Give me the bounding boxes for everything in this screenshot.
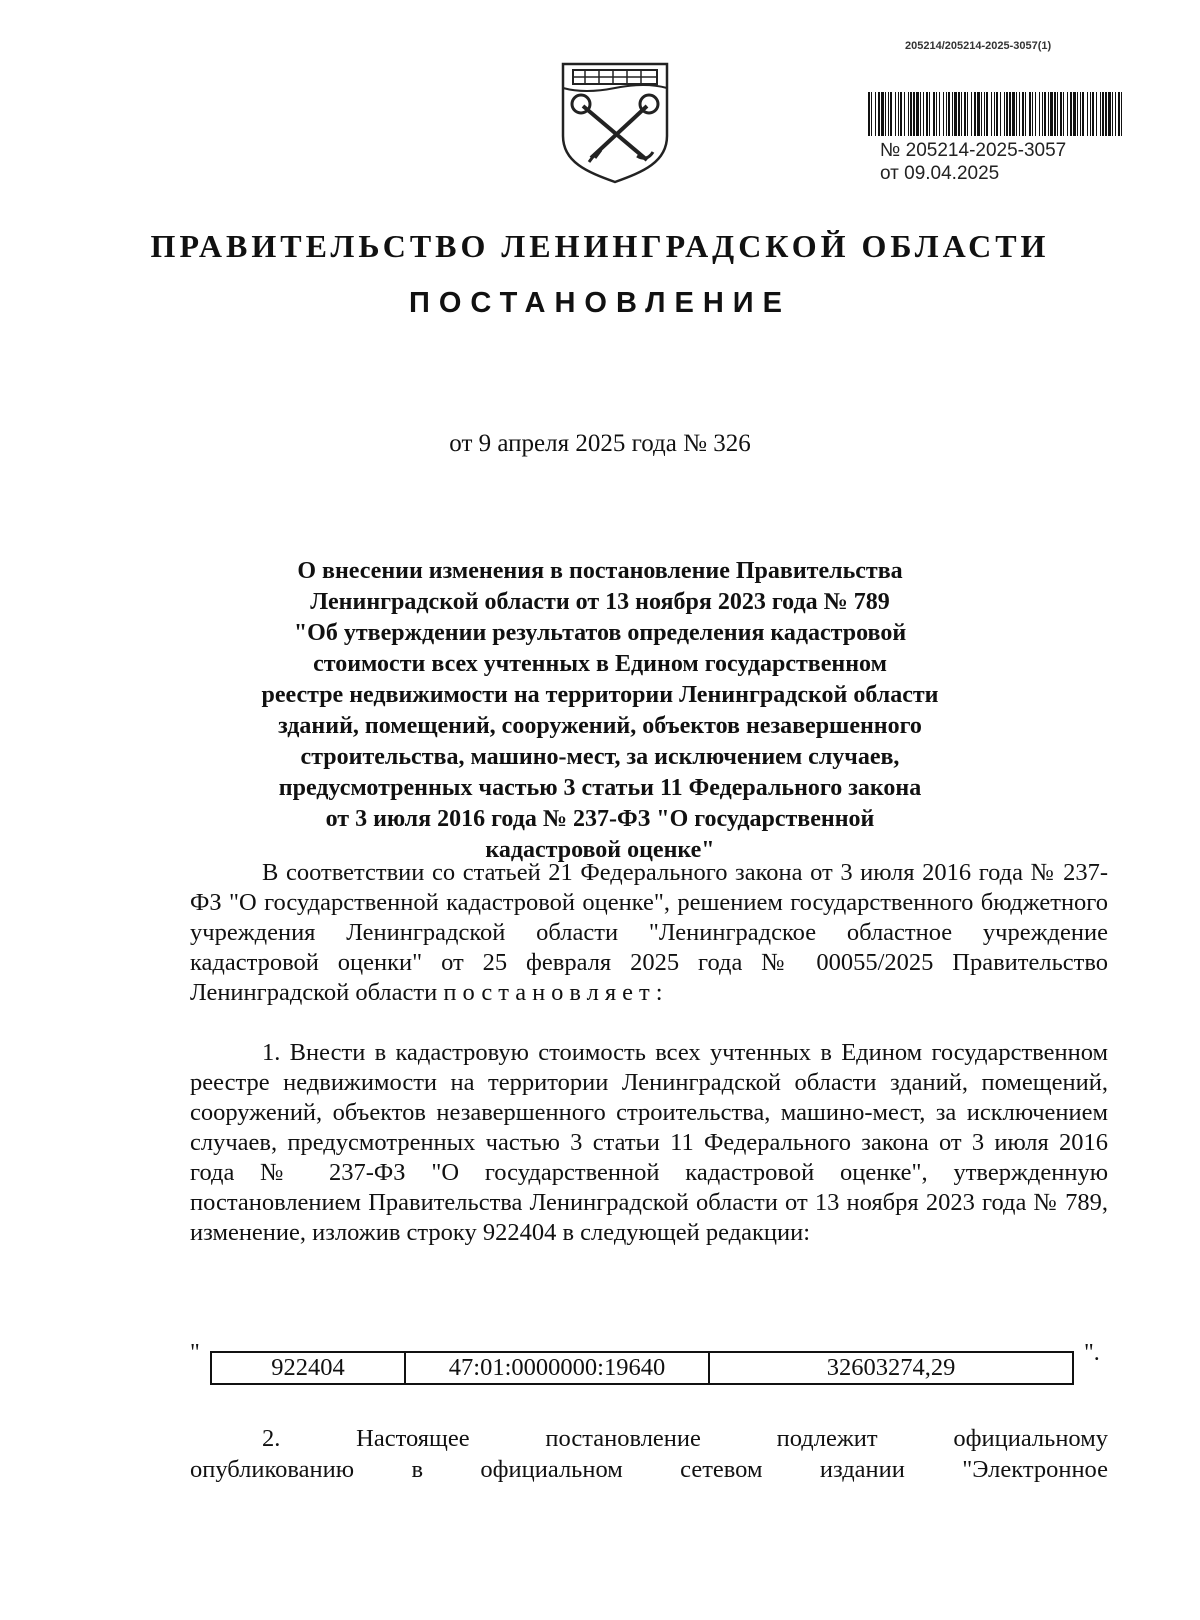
coat-of-arms-icon (555, 58, 675, 188)
barcode-bar (1100, 92, 1101, 136)
barcode-bar (977, 92, 980, 136)
barcode-bar (1108, 92, 1111, 136)
item-2-line-2 (190, 1456, 1108, 1484)
barcode-bar (871, 92, 872, 136)
barcode-bar (1102, 92, 1104, 136)
barcode-bar (1092, 92, 1094, 136)
barcode-bar (1067, 92, 1068, 136)
barcode-bar (1121, 92, 1122, 136)
preamble-text: В соответствии со статьей 21 Федерального закона от 3 июля 2016 года № 237-ФЗ "О государственной кадастровой оценке", решением государственного бюджетного учреждения Ленинградской области "Ленинградское областное учреждение кадастровой оценки" от 25 февраля 2025 года № 00055/2025 Правительство Ленинградской области (190, 859, 1108, 1006)
table-quote-close: ". (1084, 1340, 1100, 1366)
barcode-bar (1039, 92, 1040, 136)
registration-date: от 09.04.2025 (880, 163, 1000, 184)
barcode-bar (1077, 92, 1078, 136)
barcode-bar (1012, 92, 1015, 136)
barcode-bar (1063, 92, 1064, 136)
barcode-bar (895, 92, 896, 136)
barcode-bar (933, 92, 935, 136)
barcode-bar (900, 92, 902, 136)
document-title (240, 556, 960, 866)
barcode-bar (971, 92, 972, 136)
barcode-bar (1080, 92, 1081, 136)
barcode-bar (1070, 92, 1072, 136)
item-2-word: сетевом (680, 1456, 763, 1483)
item-2-word: опубликованию (190, 1456, 355, 1483)
barcode-bar (1044, 92, 1046, 136)
title-line: "Об утверждении результатов определения кадастровой (293, 620, 907, 646)
table-row (211, 1352, 1073, 1384)
title-line: О внесении изменения в постановление Правительства (297, 558, 903, 584)
title-line: предусмотренных частью 3 статьи 11 Федерального закона (278, 775, 922, 801)
barcode-bar (1073, 92, 1076, 136)
barcode-bar (1115, 92, 1116, 136)
title-line: стоимости всех учтенных в Едином государственном (313, 651, 887, 677)
title-line: от 3 июля 2016 года № 237-ФЗ "О государственной (325, 806, 875, 832)
barcode-bar (904, 92, 905, 136)
barcode-bar (1004, 92, 1005, 136)
barcode-bar (943, 92, 944, 136)
row-number-cell: 922404 (211, 1352, 405, 1384)
barcode-bar (1082, 92, 1084, 136)
title-line: реестре недвижимости на территории Ленинградской области (261, 682, 939, 708)
item-2-word: официальном (480, 1456, 623, 1483)
item-2-word: постановление (545, 1425, 701, 1452)
barcode-bar (1050, 92, 1053, 136)
title-line: зданий, помещений, сооружений, объектов незавершенного (278, 713, 922, 739)
barcode-bar (1009, 92, 1011, 136)
document-type: ПОСТАНОВЛЕНИЕ (409, 287, 791, 319)
barcode-bar (954, 92, 957, 136)
barcode-bar (984, 92, 985, 136)
barcode-bar (936, 92, 937, 136)
barcode-bar (1006, 92, 1008, 136)
barcode-bar (1029, 92, 1031, 136)
barcode-bar (967, 92, 968, 136)
title-line: Ленинградской области от 13 ноября 2023 года № 789 (310, 589, 890, 615)
cadastral-table (210, 1351, 1074, 1385)
barcode-bar (898, 92, 899, 136)
barcode-bar (920, 92, 921, 136)
barcode-bar (1054, 92, 1056, 136)
barcode-bar (1057, 92, 1058, 136)
registration-number: № 205214-2025-3057 (880, 140, 1067, 161)
preamble-paragraph (190, 858, 1108, 1008)
item-2-word: официальному (953, 1425, 1108, 1452)
barcode-bar (1048, 92, 1049, 136)
barcode-bar (1060, 92, 1062, 136)
table-quote-open: " (190, 1340, 200, 1366)
barcode-bar (888, 92, 889, 136)
item-2-word: Настоящее (356, 1425, 470, 1452)
barcode-bar (1042, 92, 1043, 136)
barcode-bar (885, 92, 886, 136)
barcode-bar (961, 92, 962, 136)
item-2-line-1 (190, 1425, 1108, 1453)
organization-name: ПРАВИТЕЛЬСТВО ЛЕНИНГРАДСКОЙ ОБЛАСТИ (150, 228, 1050, 264)
barcode-bar (923, 92, 924, 136)
barcode-bar (986, 92, 988, 136)
barcode-bar (868, 92, 870, 136)
barcode-bar (1087, 92, 1088, 136)
barcode-bar (908, 92, 909, 136)
item-2-word: в (411, 1456, 424, 1483)
barcode-bar (926, 92, 928, 136)
barcode-bar (1000, 92, 1001, 136)
barcode-bar (1035, 92, 1036, 136)
barcode-bar (1105, 92, 1107, 136)
barcode-bar (1032, 92, 1033, 136)
item-2-word: подлежит (776, 1425, 878, 1452)
cadastral-value-cell: 32603274,29 (709, 1352, 1073, 1384)
cadastral-number-cell: 47:01:0000000:19640 (405, 1352, 709, 1384)
barcode-bar (948, 92, 950, 136)
barcode-bar (910, 92, 912, 136)
barcode-bar (958, 92, 960, 136)
item-2-word: издании (819, 1456, 905, 1483)
barcode-bar (1025, 92, 1026, 136)
barcode-bar (964, 92, 966, 136)
barcode-bar (996, 92, 998, 136)
barcode-bar (890, 92, 892, 136)
item-2-word: "Электронное (962, 1456, 1108, 1483)
barcode-bar (1022, 92, 1024, 136)
barcode-bar (1112, 92, 1113, 136)
barcode-bar (939, 92, 940, 136)
item-1-text: 1. Внести в кадастровую стоимость всех учтенных в Едином государственном реестре недвижимости на территории Ленинградской области зданий, помещений, сооружений, объектов незавершенного строительства, машино-мест, за исключением случаев, предусмотренных частью 3 статьи 11 Федерального закона от 3 июля 2016 года № 237-ФЗ "О государственной кадастровой оценке", утвержденную постановлением Правительства Ленинградской области от 13 ноября 2023 года № 789, изменение, изложив строку 922404 в следующей редакции: (190, 1039, 1108, 1246)
item-1-paragraph (190, 1038, 1108, 1248)
barcode-bar (881, 92, 884, 136)
barcode-bar (952, 92, 953, 136)
barcode-bar (929, 92, 930, 136)
barcode-bar (1090, 92, 1091, 136)
barcode-bar (1118, 92, 1120, 136)
barcode-bar (974, 92, 976, 136)
barcode-bar (913, 92, 915, 136)
document-date-number: от 9 апреля 2025 года № 326 (449, 430, 751, 457)
barcode-bar (1019, 92, 1020, 136)
barcode-bar (1016, 92, 1017, 136)
barcode-bar (946, 92, 947, 136)
title-line: строительства, машино-мест, за исключением случаев, (300, 744, 900, 770)
item-2-word: 2. (262, 1425, 281, 1452)
barcode-bar (878, 92, 880, 136)
barcode-bar (1096, 92, 1097, 136)
barcode-bar (916, 92, 919, 136)
decree-word: постановляет: (443, 979, 669, 1006)
barcode-icon (866, 92, 1126, 136)
title-line: кадастровой оценке" (485, 837, 715, 863)
barcode-bar (991, 92, 992, 136)
barcode-bar (994, 92, 995, 136)
document-id: 205214/205214-2025-3057(1) (905, 40, 1052, 52)
barcode-bar (875, 92, 876, 136)
barcode-bar (981, 92, 982, 136)
